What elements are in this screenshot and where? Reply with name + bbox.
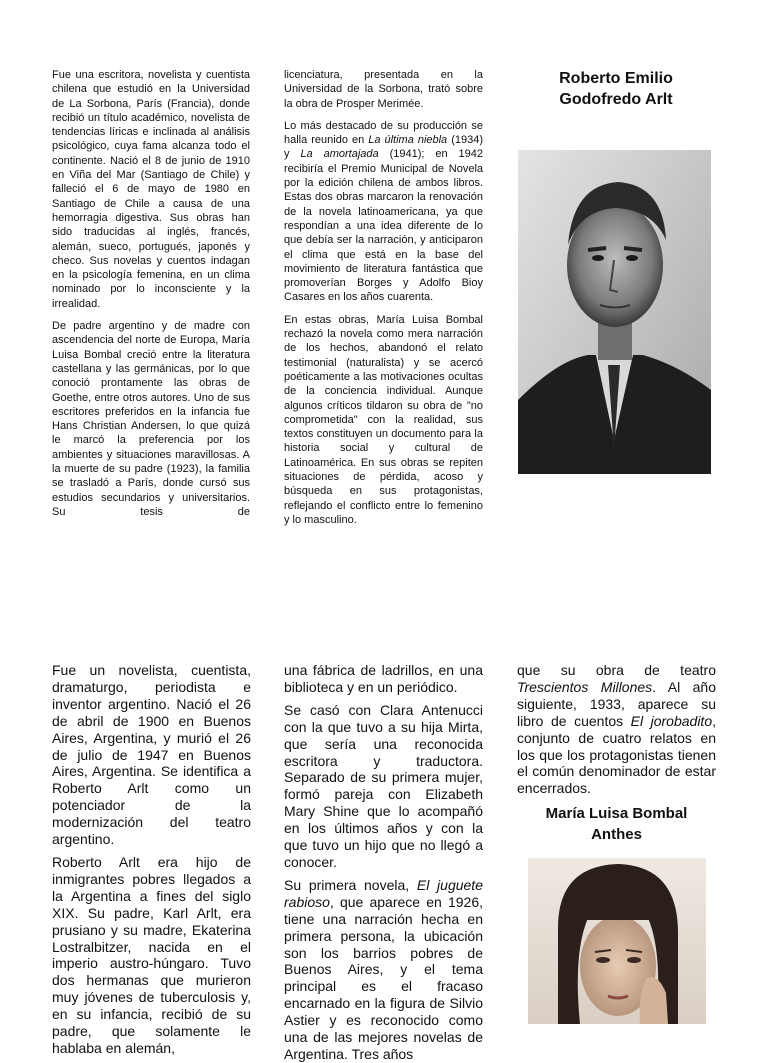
top-column-2 (284, 68, 483, 548)
book-title: La última niebla (368, 134, 448, 147)
bio-paragraph: que su obra de teatro Trescientos Millones. Al año siguiente, 1933, aparece su libro de cuentos El jorobadito, conjunto de cuatro relatos en los que los protagonistas tienen el común denominador de estar encerrados. (517, 662, 716, 797)
section-heading: María Luisa Bombal Anthes (545, 805, 688, 844)
portrait-image (518, 150, 711, 474)
bio-paragraph: Fue una escritora, novelista y cuentista chilena que estudió en la Universidad de La Sorbona, París (Francia), donde recibió un título académico, novelista de tendencias líricas e inclinada al análisis psicológico, cuya fama alcanza todo el continente. Nació el 8 de junio de 1910 en Viña del Mar (Santiago de Chile) y falleció el 6 de mayo de 1980 en Santiago de Chile a causa de una hemorragia digestiva. Sus obras han sido traducidas al inglés, francés, alemán, sueco, portugués, japonés y checo. Sus novelas y cuentos indagan en la psicología femenina, en un clima nominado por lo inconsciente y la irrealidad. (52, 69, 250, 310)
book-title: El jorobadito (630, 712, 713, 729)
book-title: Trescientos Millones (517, 678, 653, 695)
bio-paragraph: una fábrica de ladrillos, en una biblioteca y en un periódico. (284, 662, 483, 695)
bottom-column-1 (52, 662, 251, 1056)
bottom-column-3 (517, 662, 716, 852)
bottom-column-2 (284, 662, 483, 1062)
bio-paragraph: Se casó con Clara Antenucci con la que tuvo a su hija Mirta, que sería una reconocida escritora y traductora. Separado de su primera mujer, formó pareja con Elizabeth Mary Shine que lo acompañó en los últimos años y con la que tuvo un hijo que no llegó a conocer. (284, 701, 483, 870)
bio-paragraph: Su primera novela, El juguete rabioso, que aparece en 1926, tiene una narración hecha en primera persona, la ubicación son los barrios pobres de Buenos Aires, y el tema principal es el fracaso encarnado en la figura de Silvio Astier y es reconocido como una de las mejores novelas de Argentina. Tres años (284, 876, 483, 1062)
portrait-photo-bombal (528, 858, 706, 1024)
portrait-photo-arlt (518, 150, 711, 474)
bio-paragraph: Roberto Arlt era hijo de inmigrantes pobres llegados a la Argentina a fines del siglo XIX. Su padre, Karl Arlt, era prusiano y su madre, Ekaterina Lostralbitzer, nacida en el imperio austro-húngaro. Tuvo dos hermanas que murieron muy jóvenes de tuberculosis y, en su infancia, recibió de su padre, que solamente le hablaba en alemán, (52, 853, 251, 1056)
section-heading: Roberto Emilio Godofredo Arlt (559, 70, 673, 108)
bio-paragraph: Lo más destacado de su producción se halla reunido en La última niebla (1934) y La amortajada (1941); en 1942 recibiría el Premio Municipal de Novela por la edición chilena de ambos libros. Estas dos obras marcaron la renovación de la novela latinoamericana, ya que respondían a una idea diferente de lo que debía ser la narración, y anticiparon el clima que está en la base del movimiento de literatura fantástica que promoverían Borges y Adolfo Bioy Casares en los años cuarenta. (284, 119, 483, 304)
bio-paragraph: En estas obras, María Luisa Bombal rechazó la novela como mera narración de los hechos, abandonó el relato testimonial (naturalista) y se acercó poéticamente a las motivaciones ocultas de la conciencia individual. Aunque algunos críticos tildaron su obra de "no comprometida" con la realidad, sus textos constituyen un documento para la historia social y cultural de Latinoamérica. En sus obras se repiten situaciones de pérdida, acoso y búsqueda en sus protagonistas, reflejando el conflicto entre lo femenino y lo masculino. (284, 313, 483, 526)
bio-paragraph: licenciatura, presentada en la Universidad de la Sorbona, trató sobre la obra de Prosper Merimée. (284, 69, 483, 110)
top-column-1 (52, 68, 250, 540)
book-title: El juguete rabioso (284, 876, 483, 910)
portrait-image (528, 858, 706, 1024)
bio-paragraph: De padre argentino y de madre con ascendencia del norte de Europa, María Luisa Bombal creció entre la literatura castellana y las germánicas, por lo que conoció prontamente las obras de Goethe, entre otros autores. Uno de sus escritores preferidos en la infancia fue Hans Christian Andersen, lo que quizá le marcó la preferencia por los ambientes y situaciones maravillosas. A la muerte de su padre (1923), la familia se trasladó a París, donde cursó sus estudios secundarios y universitarios. Su tesis de (52, 320, 250, 518)
bio-paragraph: Fue un novelista, cuentista, dramaturgo, periodista e inventor argentino. Nació el 26 de abril de 1900 en Buenos Aires, Argentina, y murió el 26 de julio de 1947 en Buenos Aires, Argentina. Se identifica a Roberto Arlt como un potenciador de la modernización del teatro argentino. (52, 662, 251, 848)
book-title: La amortajada (300, 148, 379, 161)
